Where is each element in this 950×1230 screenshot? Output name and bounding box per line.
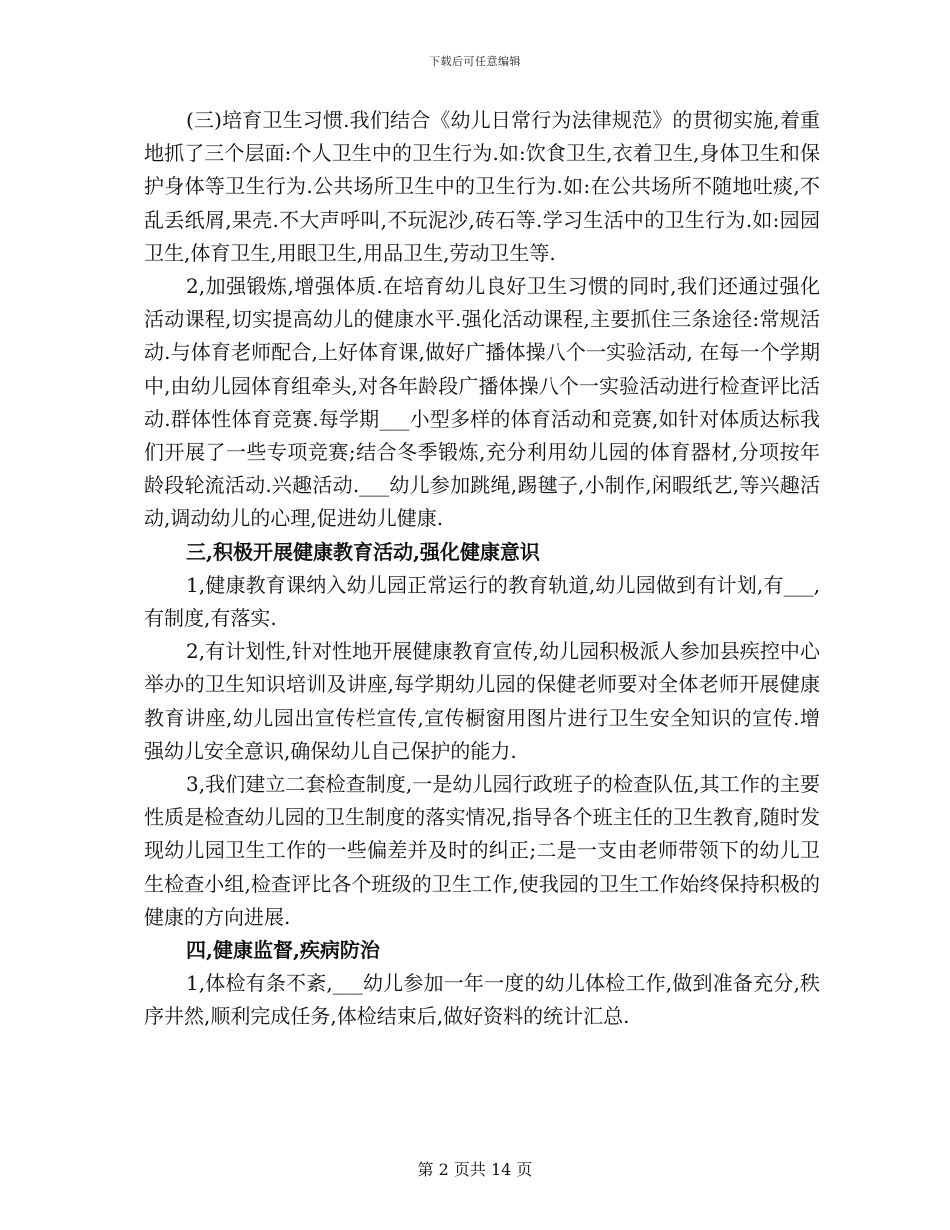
paragraph-inspection-system: 3,我们建立二套检查制度,一是幼儿园行政班子的检查队伍,其工作的主要性质是检查幼儿园的卫生制度的落实情况,指导各个班主任的卫生教育,随时发现幼儿园卫生工作的一些偏差并及时的纠正;二是一支由老师带领下的幼儿卫生检查小组,检查评比各个班级的卫生工作,使我园的卫生工作始终保持积极的健康的方向进展. (144, 772, 820, 929)
paragraph-health-publicity: 2,有计划性,针对性地开展健康教育宣传,幼儿园积极派人参加县疾控中心举办的卫生知识培训及讲座,每学期幼儿园的保健老师要对全体老师开展健康教育讲座,幼儿园出宣传栏宣传,宣传橱窗用图片进行卫生安全知识的宣传.增强幼儿安全意识,确保幼儿自己保护的能力. (144, 639, 820, 763)
document-body (144, 104, 820, 1034)
section-heading-health-supervision: 四,健康监督,疾病防治 (186, 938, 380, 963)
paragraph-physical-exam: 1,体检有条不紊,___幼儿参加一年一度的幼儿体检工作,做到准备充分,秩序井然,顺利完成任务,体检结束后,做好资料的统计汇总. (144, 971, 820, 1029)
paragraph-hygiene-habits: (三)培育卫生习惯.我们结合《幼儿日常行为法律规范》的贯彻实施,着重地抓了三个层面:个人卫生中的卫生行为.如:饮食卫生,衣着卫生,身体卫生和保护身体等卫生行为.公共场所卫生中的卫生行为.如:在公共场所不随地吐痰,不乱丢纸屑,果壳.不大声呼叫,不玩泥沙,砖石等.学习生活中的卫生行为.如:园园卫生,体育卫生,用眼卫生,用品卫生,劳动卫生等. (144, 108, 820, 265)
page-footer: 第 2 页共 14 页 (417, 1160, 533, 1179)
paragraph-exercise: 2,加强锻炼,增强体质.在培育幼儿良好卫生习惯的同时,我们还通过强化活动课程,切实提高幼儿的健康水平.强化活动课程,主要抓住三条途径:常规活动.与体育老师配合,上好体育课,做好广播体操八个一实验活动, 在每一个学期中,由幼儿园体育组牵头,对各年龄段广播体操八个一实验活动进行检查评比活动.群体性体育竞赛.每学期___小型多样的体育活动和竞赛,如针对体质达标我们开展了一些专项竞赛;结合冬季锻炼,充分利用幼儿园的体育器材,分项按年龄段轮流活动.兴趣活动.___幼儿参加跳绳,踢毽子,小制作,闲暇纸艺,等兴趣活动,调动幼儿的心理,促进幼儿健康. (144, 274, 820, 531)
page-header: 下载后可任意编辑 (429, 55, 521, 68)
paragraph-health-curriculum: 1,健康教育课纳入幼儿园正常运行的教育轨道,幼儿园做到有计划,有___,有制度,有落实. (144, 572, 820, 631)
section-heading-health-education: 三,积极开展健康教育活动,强化健康意识 (186, 539, 540, 564)
